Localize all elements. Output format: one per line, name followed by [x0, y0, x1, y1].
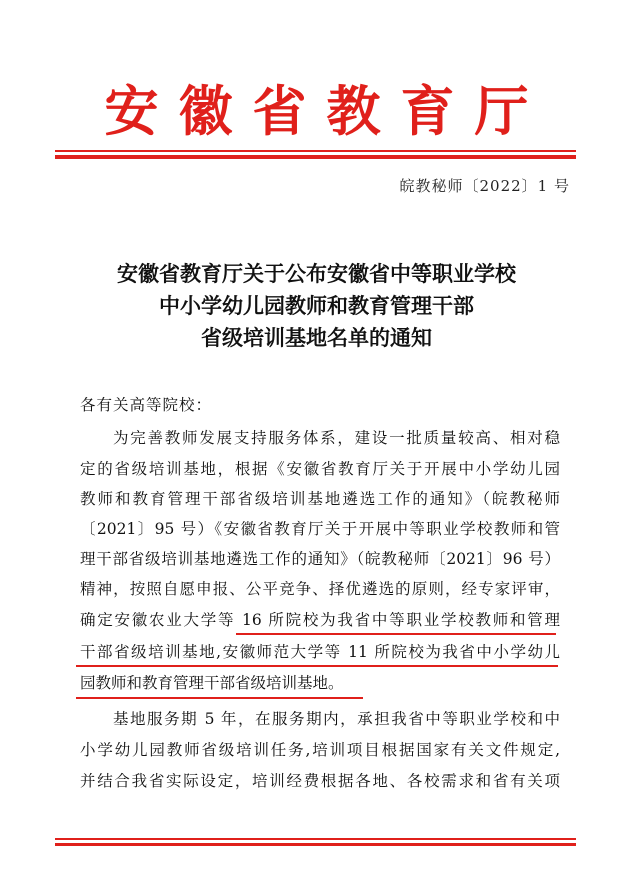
- salutation: 各有关高等院校：: [80, 396, 213, 414]
- paragraph-line: 确定安徽农业大学等 16 所院校为我省中等职业学校教师和管理: [80, 611, 560, 629]
- letterhead-rule-thick: [55, 155, 576, 159]
- letterhead-rule-thin: [55, 150, 576, 152]
- paragraph-line: 理干部省级培训基地遴选工作的通知》（皖教秘师〔2021〕96 号）: [80, 550, 560, 568]
- paragraph-line: 教师和教育管理干部省级培训基地遴选工作的通知》（皖教秘师: [80, 490, 560, 508]
- letterhead-title: 安徽省教育厅: [104, 79, 549, 143]
- paragraph-line: 为完善教师发展支持服务体系，建设一批质量较高、相对稳: [113, 429, 560, 447]
- footer-rule-thin: [55, 838, 576, 840]
- paragraph-line: 定的省级培训基地，根据《安徽省教育厅关于开展中小学幼儿园: [80, 460, 560, 478]
- title-line-1: 安徽省教育厅关于公布安徽省中等职业学校: [117, 261, 516, 286]
- highlight-underline: [76, 697, 363, 699]
- highlight-underline: [76, 665, 558, 667]
- document-number: 皖教秘师〔2022〕1 号: [399, 177, 570, 195]
- paragraph-line: 小学幼儿园教师省级培训任务,培训项目根据国家有关文件规定,: [80, 741, 560, 759]
- paragraph-line: 干部省级培训基地,安徽师范大学等 11 所院校为我省中小学幼儿: [80, 643, 560, 661]
- paragraph-line: 基地服务期 5 年，在服务期内，承担我省中等职业学校和中: [113, 710, 560, 728]
- paragraph-line: 并结合我省实际设定，培训经费根据各地、各校需求和省有关项: [80, 772, 560, 790]
- paragraph-line: 精神，按照自愿申报、公平竞争、择优遴选的原则，经专家评审，: [80, 580, 560, 598]
- title-line-2: 中小学幼儿园教师和教育管理干部: [159, 293, 474, 318]
- document-title: [0, 258, 633, 354]
- highlight-underline: [236, 633, 556, 635]
- footer-rule-thick: [55, 843, 576, 846]
- paragraph-line: 〔2021〕95 号）《安徽省教育厅关于开展中等职业学校教师和管: [80, 520, 560, 538]
- paragraph-line: 园教师和教育管理干部省级培训基地。: [80, 674, 344, 692]
- title-line-3: 省级培训基地名单的通知: [201, 325, 432, 350]
